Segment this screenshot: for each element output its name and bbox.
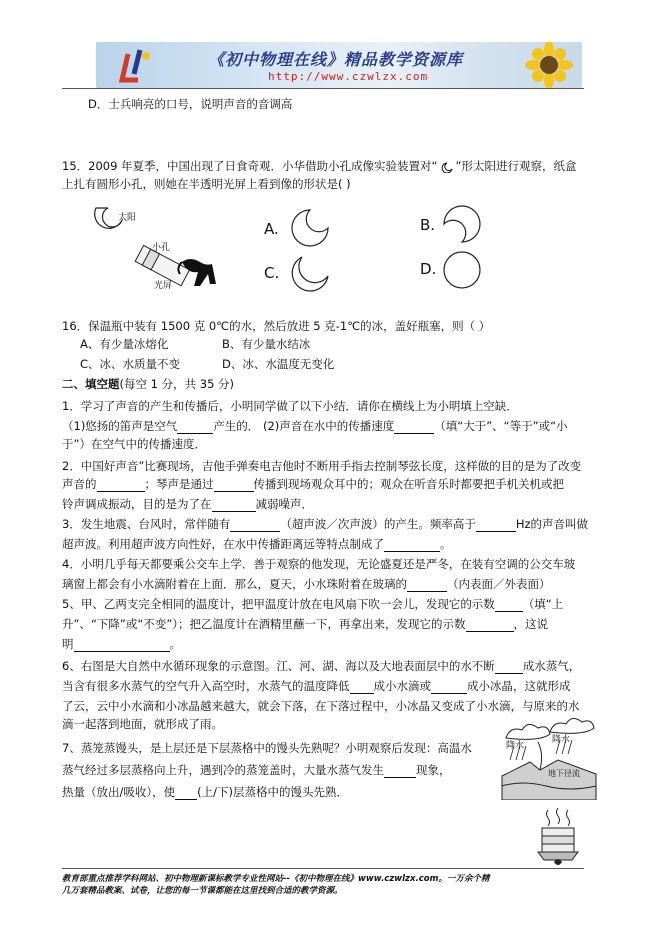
banner-title: 《初中物理在线》精品教学资源库 (208, 50, 464, 69)
blank[interactable] (212, 499, 256, 512)
fill-q3-line2 (62, 536, 452, 552)
q15-line1 (62, 158, 576, 174)
fill-q6-text-a: 6、右图是大自然中水循环现象的示意图。江、河、湖、海以及大地表面层中的水不断 (62, 659, 495, 673)
fill-q5-line3 (62, 636, 181, 652)
fill-q5-text-b: （填“上 (522, 597, 564, 611)
fill-q6-line2 (62, 678, 571, 694)
q15-option-a-shape (288, 206, 332, 250)
q16-option-d: D、冰、水温度无变化 (222, 357, 335, 371)
label-rain-2: 降水 (552, 735, 571, 745)
fill-q6-text-c: 当含有很多水蒸气的空气升入高空时，水蒸气的温度降低 (62, 679, 350, 693)
fill-q1-line2 (62, 418, 568, 434)
section-note: (每空 1 分，共 35 分) (119, 377, 235, 391)
fill-q2-text-e: 减弱噪声． (255, 497, 313, 511)
section-heading (62, 376, 234, 392)
fill-q5-line2 (62, 616, 548, 632)
fill-q4-line1: 4．小明几乎每天都要乘公交车上学．善于观察的他发现，无论盛夏还是严冬，在装有空调的公交车玻 (62, 557, 576, 571)
fill-q2-text-b: ；琴声是通过 (144, 477, 214, 491)
fill-q6-line3: 了云，云中小水滴和小冰晶越来越大，就会下落，在下落过程中，小冰晶又变成了小水滴，与原来的水 (62, 699, 580, 713)
fill-q4-text-a: 璃窗上都会有小水滴附着在上面．那么，夏天，小水珠附着在玻璃的 (62, 577, 407, 591)
q15-option-c-shape (288, 252, 332, 296)
q15-option-d-shape (440, 248, 484, 292)
fill-q2-text-a: 声音的 (62, 477, 97, 491)
blank[interactable] (466, 619, 514, 632)
fill-q1-text-c: （填“大于”、“等于”或“小 (434, 419, 568, 433)
blank[interactable] (384, 765, 416, 778)
blank[interactable] (431, 681, 467, 694)
fill-q7-line3 (62, 784, 348, 800)
fill-q5-text-e: 明 (62, 637, 74, 651)
fill-q7-line2 (62, 762, 451, 778)
label-pinhole: 小孔 (152, 243, 171, 253)
fill-q3-line1 (62, 516, 588, 532)
fill-q6-line4: 滴一起落到地面，就形成了雨。 (62, 717, 223, 731)
fill-q2-text-c: 传播到现场观众耳中的；观众在听音乐时都要把手机关机或把 (253, 477, 564, 491)
label-ground-flow: 地下径流 (548, 769, 580, 778)
fill-q7-text-d: (上/下)层蒸格中的馒头先熟． (197, 785, 348, 799)
fill-q7-text-b: 现象， (416, 763, 451, 777)
q15-option-d-label: D. (420, 260, 437, 278)
blank[interactable] (177, 421, 213, 434)
label-sun: 太阳 (118, 213, 137, 223)
blank[interactable] (384, 539, 440, 552)
fill-q5-line1 (62, 596, 563, 612)
blank[interactable] (97, 479, 145, 492)
fill-q3-text-d: 超声波。利用超声波方向性好，在水中传播距离远等特点制成了 (62, 537, 384, 551)
fill-q6-line1 (62, 658, 580, 674)
q16-option-b: B、有少量水结冰 (222, 337, 311, 351)
q15-option-b-shape (440, 202, 484, 246)
fill-q1-line1: 1．学习了声音的产生和传播后，小明同学做了以下小结．请你在横线上为小明填上空缺． (62, 399, 518, 413)
q15-line1-end: ”形太阳进行观察，纸盒 (455, 159, 577, 173)
blank[interactable] (74, 639, 170, 652)
q15-option-b-label: B. (420, 216, 436, 234)
fill-q1-line3: 于”）在空气中的传播速度． (62, 437, 206, 451)
steamer-diagram (534, 806, 582, 868)
fill-q7-text-c: 热量（放出/吸收），使 (62, 785, 176, 799)
header-rule (62, 88, 584, 89)
fill-q1-text-a: （1)悠扬的笛声是空气 (62, 419, 178, 433)
q15-option-a-label: A. (264, 220, 279, 238)
fill-q5-text-d: ，这说 (513, 617, 549, 631)
crescent-sun-icon (438, 161, 456, 173)
banner-url: http://www.czwlzx.com (268, 70, 429, 83)
q15-option-c-label: C. (264, 264, 280, 282)
label-rain-1: 降水 (506, 741, 525, 751)
fill-q5-text-f: 。 (169, 637, 181, 651)
footer-line1: 教育部重点推荐学科网站、初中物理新课标教学专业性网站--《初中物理在线》www.czwlzx.com。一万余个精 (62, 874, 490, 884)
footer-line2: 几万套精品教案、试卷，让您的每一节课都能在这里找到合适的教学资源。 (62, 886, 343, 896)
blank[interactable] (394, 421, 434, 434)
blank[interactable] (407, 579, 447, 592)
header-banner (96, 42, 582, 88)
blank[interactable] (495, 661, 523, 674)
fill-q2-text-d: 铃声调成振动，目的是为了在 (62, 497, 212, 511)
fill-q6-text-e: 成小冰晶，这就形成 (467, 679, 571, 693)
fill-q1-text-b: 产生的． (2)声音在水中的传播速度 (213, 419, 395, 433)
fill-q4-text-b: （内表面／外表面） (447, 577, 551, 591)
fill-q6-text-d: 成小水滴或 (373, 679, 431, 693)
blank[interactable] (495, 599, 523, 612)
fill-q6-text-b: 成水蒸气， (522, 659, 581, 673)
fill-q3-text-a: 3．发生地震、台风时，常伴随有 (62, 517, 231, 531)
q16-stem: 16．保温瓶中装有 1500 克 0℃的水，然后放进 5 克-1℃的冰，盖好瓶塞，则（ ） (62, 319, 491, 333)
section-title: 二、填空题 (62, 377, 120, 391)
fill-q5-text-c: 升”、“下降”或“不变”）；把乙温度计在酒精里蘸一下，再拿出来，发现它的示数 (62, 617, 466, 631)
blank[interactable] (350, 681, 374, 694)
blank[interactable] (175, 787, 197, 800)
water-cycle-diagram (500, 716, 598, 800)
q16-option-c: C、冰、水质量不变 (80, 357, 181, 371)
q15-line2: 上扎有圆形小孔，则她在半透明光屏上看到像的形状是( ) (62, 177, 351, 191)
site-logo-icon (116, 46, 156, 84)
fill-q2-line2 (62, 476, 564, 492)
footer-rule (62, 868, 584, 869)
blank[interactable] (214, 479, 254, 492)
label-screen: 光屏 (154, 281, 173, 291)
q14-option-d: D．士兵响亮的口号，说明声音的音调高 (88, 97, 293, 111)
q15-line1-text: 15．2009 年夏季，中国出现了日食奇观．小华借助小孔成像实验装置对“ (62, 159, 438, 173)
blank[interactable] (230, 519, 280, 532)
fill-q3-text-c: Hz的声音叫做 (515, 517, 589, 531)
fill-q7-text-a: 蒸气经过多层蒸格向上升，遇到冷的蒸笼盖时，大量水蒸气发生 (62, 763, 384, 777)
fill-q2-line3 (62, 496, 313, 512)
q16-option-a: A、有少量冰熔化 (80, 337, 169, 351)
fill-q2-line1: 2．中国好声音”比赛现场，吉他手弹奏电吉他时不断用手指去控制琴弦长度，这样做的目的是为了改变 (62, 459, 582, 473)
fill-q3-text-b: （超声波／次声波）的产生。频率高于 (280, 517, 476, 531)
fill-q7-line1: 7、蒸笼蒸馒头，是上层还是下层蒸格中的馒头先熟呢？小明观察后发现：高温水 (62, 741, 472, 755)
fill-q3-text-e: 。 (440, 537, 452, 551)
sunflower-icon (516, 42, 582, 88)
fill-q4-line2 (62, 576, 551, 592)
blank[interactable] (476, 519, 516, 532)
fill-q5-text-a: 5、甲、乙两支完全相同的温度计，把甲温度计放在电风扇下吹一会儿，发现它的示数 (62, 597, 495, 611)
